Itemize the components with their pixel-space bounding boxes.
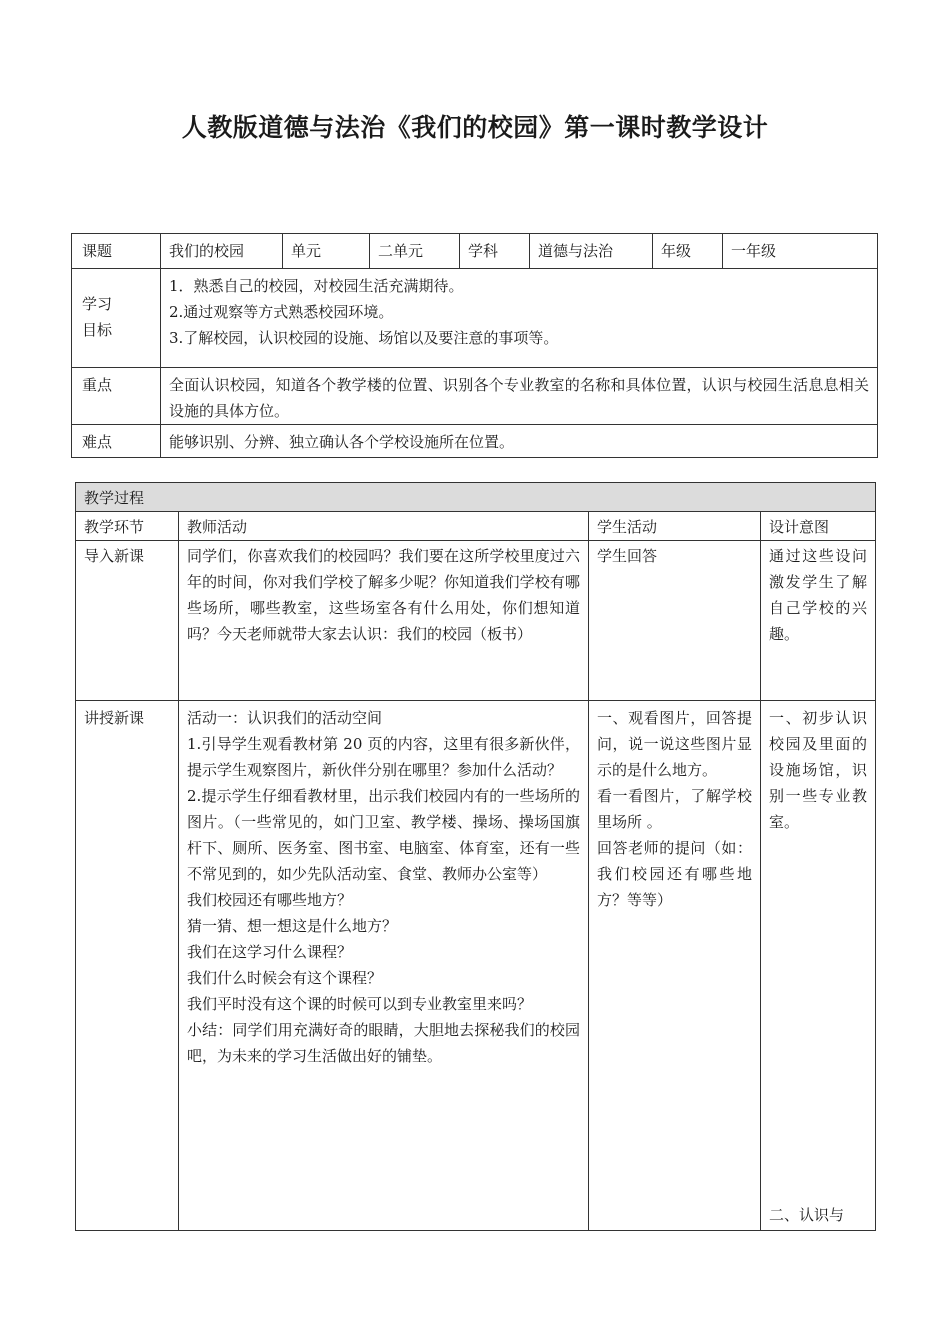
column-header-student: 学生活动 (589, 512, 761, 541)
difficulty-value: 能够识别、分辨、独立确认各个学校设施所在位置。 (161, 425, 878, 458)
design-intent-cell (761, 701, 876, 1231)
subject-value: 道德与法治 (530, 234, 653, 269)
column-header-stage: 教学环节 (76, 512, 179, 541)
teacher-line: 1.引导学生观看教材第 20 页的内容，这里有很多新伙伴，提示学生观察图片，新伙伴分别在哪里？参加什么活动？ (187, 735, 580, 779)
column-header-intent: 设计意图 (761, 512, 876, 541)
teacher-line: 猜一猜、想一想这是什么地方？ (187, 917, 398, 935)
unit-label: 单元 (283, 234, 370, 269)
unit-value: 二单元 (370, 234, 460, 269)
process-columns-row (76, 512, 876, 541)
student-activity-cell: 学生回答 (589, 541, 761, 701)
teacher-activity-cell (179, 701, 589, 1231)
key-value: 全面认识校园，知道各个教学楼的位置、识别各个专业教室的名称和具体位置，认识与校园生活息息相关设施的具体方位。 (161, 368, 878, 425)
stage-cell: 讲授新课 (76, 701, 179, 1231)
teacher-line: 2.提示学生仔细看教材里，出示我们校园内有的一些场所的图片。（一些常见的，如门卫室、教学楼、操场、操场国旗杆下、厕所、医务室、图书室、电脑室、体育室，还有一些不常见到的，如少先队活动室、食堂、教师办公室等） (187, 787, 580, 883)
teacher-line: 活动一：认识我们的活动空间 (187, 709, 383, 727)
student-line: 看一看图片，了解学校里场所 。 (597, 787, 752, 831)
info-row-topic (72, 234, 878, 269)
goal-item: 1．熟悉自己的校园，对校园生活充满期待。 (169, 277, 464, 295)
stage-cell: 导入新课 (76, 541, 179, 701)
student-line: 回答老师的提问（如：我们校园还有哪些地方？等等） (597, 839, 752, 909)
goals-label-line-2: 目标 (82, 321, 113, 339)
goal-item: 2.通过观察等方式熟悉校园环境。 (169, 303, 394, 321)
process-header: 教学过程 (76, 483, 876, 512)
teacher-line: 小结：同学们用充满好奇的眼睛，大胆地去探秘我们的校园吧，为未来的学习生活做出好的铺垫。 (187, 1021, 580, 1065)
student-line: 一、观看图片，回答提问，说一说这些图片显示的是什么地方。 (597, 709, 752, 779)
teaching-process-table (75, 482, 876, 1231)
subject-label: 学科 (460, 234, 530, 269)
teacher-line: 我们平时没有这个课的时候可以到专业教室里来吗？ (187, 995, 533, 1013)
teacher-line: 我们在这学习什么课程？ (187, 943, 353, 961)
goals-label (72, 269, 161, 368)
column-header-teacher: 教师活动 (179, 512, 589, 541)
page-title: 人教版道德与法治《我们的校园》第一课时教学设计 (181, 113, 769, 142)
student-activity-cell (589, 701, 761, 1231)
info-row-difficulty (72, 425, 878, 458)
intent-top: 一、初步认识校园及里面的设施场馆，识别一些专业教室。 (769, 709, 868, 831)
topic-value: 我们的校园 (161, 234, 283, 269)
teacher-activity-cell: 同学们，你喜欢我们的校园吗？我们要在这所学校里度过六年的时间，你对我们学校了解多少呢？你知道我们学校有哪些场所，哪些教室，这些场室各有什么用处，你们想知道吗？今天老师就带大家去认识：我们的校园（板书） (179, 541, 589, 701)
grade-value: 一年级 (723, 234, 878, 269)
process-row-new-lesson (76, 701, 876, 1231)
goals-value (161, 269, 878, 368)
grade-label: 年级 (653, 234, 723, 269)
goals-label-line-1: 学习 (82, 295, 113, 313)
intent-bottom: 二、认识与 (769, 1206, 845, 1224)
difficulty-label: 难点 (72, 425, 161, 458)
process-row-intro (76, 541, 876, 701)
info-row-key (72, 368, 878, 425)
lesson-info-table (71, 233, 878, 458)
process-header-row (76, 483, 876, 512)
topic-label: 课题 (72, 234, 161, 269)
design-intent-cell: 通过这些设问激发学生了解自己学校的兴趣。 (761, 541, 876, 701)
teacher-line: 我们校园还有哪些地方？ (187, 891, 353, 909)
key-label: 重点 (72, 368, 161, 425)
info-row-goals (72, 269, 878, 368)
goal-item: 3.了解校园，认识校园的设施、场馆以及要注意的事项等。 (169, 329, 559, 347)
teacher-line: 我们什么时候会有这个课程？ (187, 969, 383, 987)
